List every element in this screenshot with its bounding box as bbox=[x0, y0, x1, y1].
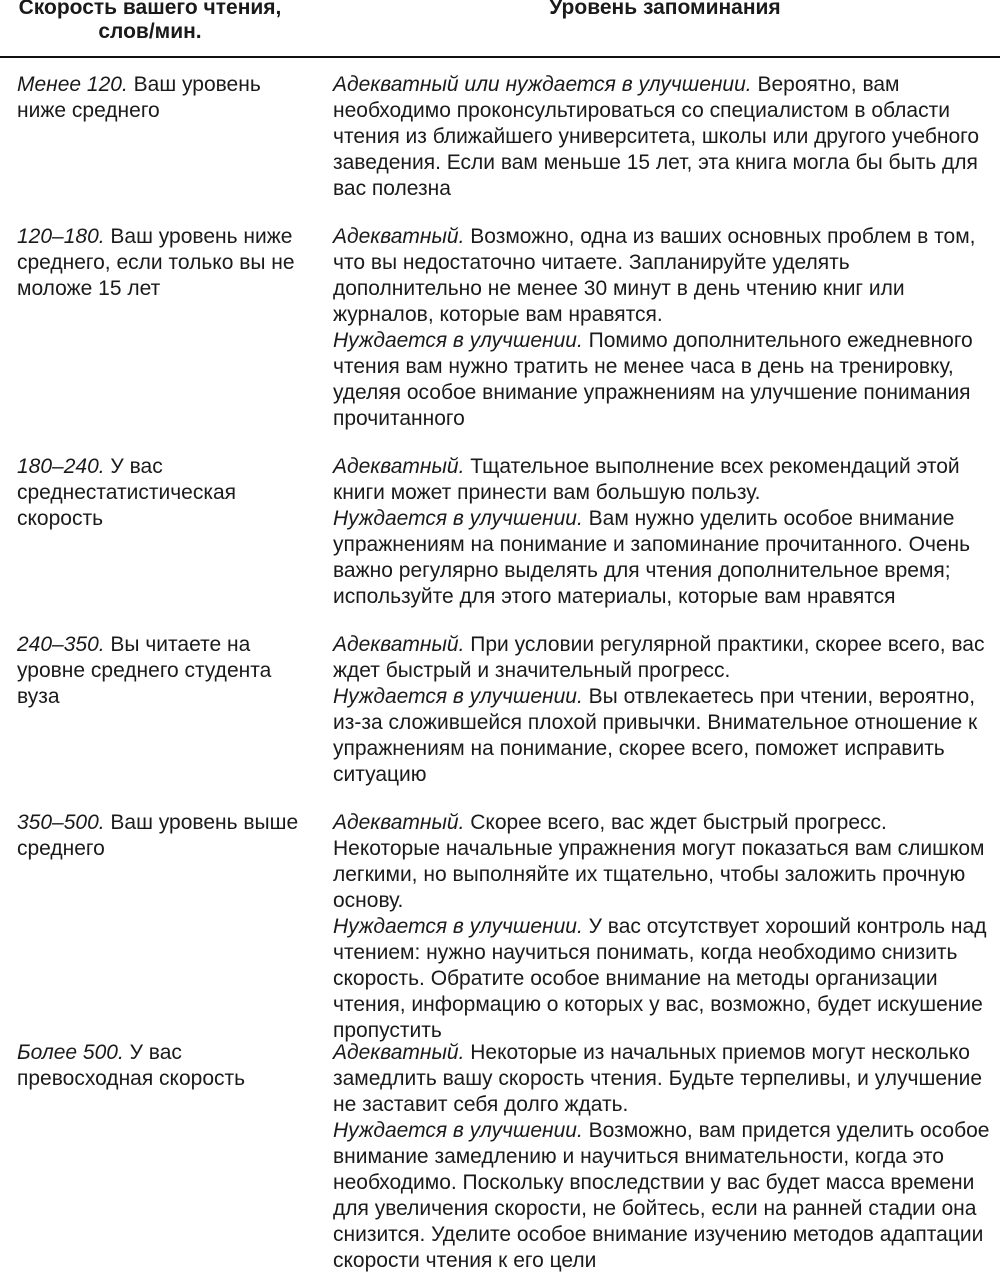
speed-description: Вы читаете на уровне среднего студента вуза bbox=[17, 633, 272, 708]
table-header bbox=[0, 0, 1000, 48]
retention-entry bbox=[333, 1118, 998, 1274]
speed-cell bbox=[17, 632, 307, 710]
speed-description: Ваш уровень ниже среднего bbox=[17, 73, 261, 122]
retention-cell bbox=[333, 224, 998, 432]
retention-entry bbox=[333, 684, 998, 788]
table-row bbox=[0, 72, 1000, 224]
retention-entry bbox=[333, 328, 998, 432]
retention-label: Нуждается в улучшении. bbox=[333, 685, 583, 708]
retention-cell bbox=[333, 1040, 998, 1274]
table-body bbox=[0, 72, 1000, 1280]
speed-range: 120–180. bbox=[17, 225, 105, 248]
retention-text: Тщательное выполнение всех рекомендаций этой книги может принести вам большую пользу. bbox=[333, 455, 960, 504]
speed-range: Менее 120. bbox=[17, 73, 128, 96]
speed-cell bbox=[17, 1040, 307, 1092]
speed-cell bbox=[17, 224, 307, 302]
header-speed: Скорость вашего чтения, слов/мин. bbox=[18, 0, 282, 43]
retention-text: Вам нужно уделить особое внимание упражнениям на понимание и запоминание прочитанного. Очень важно регулярно выделять для чтения дополнительное время; используйте для этого материалы, которые вам нравятся bbox=[333, 507, 971, 608]
retention-entry bbox=[333, 632, 998, 684]
speed-range: 180–240. bbox=[17, 455, 105, 478]
retention-label: Нуждается в улучшении. bbox=[333, 329, 583, 352]
retention-label: Адекватный. bbox=[333, 811, 465, 834]
retention-cell bbox=[333, 454, 998, 610]
retention-label: Адекватный. bbox=[333, 1041, 465, 1064]
retention-label: Нуждается в улучшении. bbox=[333, 915, 583, 938]
retention-label: Нуждается в улучшении. bbox=[333, 1119, 583, 1142]
retention-label: Нуждается в улучшении. bbox=[333, 507, 583, 530]
retention-label: Адекватный или нуждается в улучшении. bbox=[333, 73, 752, 96]
table-row bbox=[0, 454, 1000, 632]
retention-entry bbox=[333, 224, 998, 328]
retention-text: При условии регулярной практики, скорее всего, вас ждет быстрый и значительный прогресс. bbox=[333, 633, 985, 682]
retention-text: Возможно, одна из ваших основных проблем в том, что вы недостаточно читаете. Запланируйте уделять дополнительно не менее 30 минут в день чтению книг или журналов, которые вам нравятся. bbox=[333, 225, 976, 326]
table-row bbox=[0, 810, 1000, 1040]
retention-text: Скорее всего, вас ждет быстрый прогресс. Некоторые начальные упражнения могут показаться вам слишком легкими, но выполняйте их тщательно, чтобы заложить прочную основу. bbox=[333, 811, 985, 912]
retention-text: У вас отсутствует хороший контроль над чтением: нужно научиться понимать, когда необходимо снизить скорость. Обратите особое внимание на методы организации чтения, информацию о которых у вас, возможно, будет искушение пропустить bbox=[333, 915, 987, 1042]
speed-range: 240–350. bbox=[17, 633, 105, 656]
retention-entry bbox=[333, 454, 998, 506]
speed-cell bbox=[17, 810, 307, 862]
speed-cell bbox=[17, 454, 307, 532]
speed-description: У вас среднестатистическая скорость bbox=[17, 455, 237, 530]
speed-cell bbox=[17, 72, 307, 124]
retention-label: Адекватный. bbox=[333, 225, 465, 248]
retention-text: Вы отвлекаетесь при чтении, вероятно, из-за сложившейся плохой привычки. Внимательное отношение к упражнениям на понимание, скорее всего, поможет исправить ситуацию bbox=[333, 685, 978, 786]
retention-label: Адекватный. bbox=[333, 455, 465, 478]
retention-text: Вероятно, вам необходимо проконсультироваться со специалистом в области чтения из ближайшего университета, школы или другого учебного заведения. Если вам меньше 15 лет, эта книга могла бы быть для вас полезна bbox=[333, 73, 979, 200]
retention-text: Возможно, вам придется уделить особое внимание замедлению и научиться внимательности, когда это необходимо. Поскольку впоследствии у вас будет масса времени для увеличения скорости, не бойтесь, если на ранней стадии она снизится. Уделите особое внимание изучению методов адаптации скорости чтения к его цели bbox=[333, 1119, 990, 1272]
retention-entry bbox=[333, 506, 998, 610]
speed-description: Ваш уровень ниже среднего, если только вы не моложе 15 лет bbox=[17, 225, 295, 300]
speed-range: Более 500. bbox=[17, 1041, 124, 1064]
table-row bbox=[0, 224, 1000, 454]
speed-description: Ваш уровень выше среднего bbox=[17, 811, 299, 860]
retention-entry bbox=[333, 914, 998, 1044]
header-retention: Уровень запоминания bbox=[549, 0, 781, 19]
speed-range: 350–500. bbox=[17, 811, 105, 834]
retention-cell bbox=[333, 72, 998, 202]
header-divider bbox=[0, 56, 1000, 58]
retention-text: Помимо дополнительного ежедневного чтения вам нужно тратить не менее часа в день на тренировку, уделяя особое внимание упражнениям на улучшение понимания прочитанного bbox=[333, 329, 973, 430]
table-row bbox=[0, 1040, 1000, 1280]
retention-entry bbox=[333, 810, 998, 914]
retention-text: Некоторые из начальных приемов могут несколько замедлить вашу скорость чтения. Будьте терпеливы, и улучшение не заставит себя долго ждать. bbox=[333, 1041, 983, 1116]
retention-entry bbox=[333, 1040, 998, 1118]
speed-description: У вас превосходная скорость bbox=[17, 1041, 246, 1090]
retention-cell bbox=[333, 810, 998, 1044]
retention-label: Адекватный. bbox=[333, 633, 465, 656]
table-row bbox=[0, 632, 1000, 810]
retention-cell bbox=[333, 632, 998, 788]
retention-entry bbox=[333, 72, 998, 202]
